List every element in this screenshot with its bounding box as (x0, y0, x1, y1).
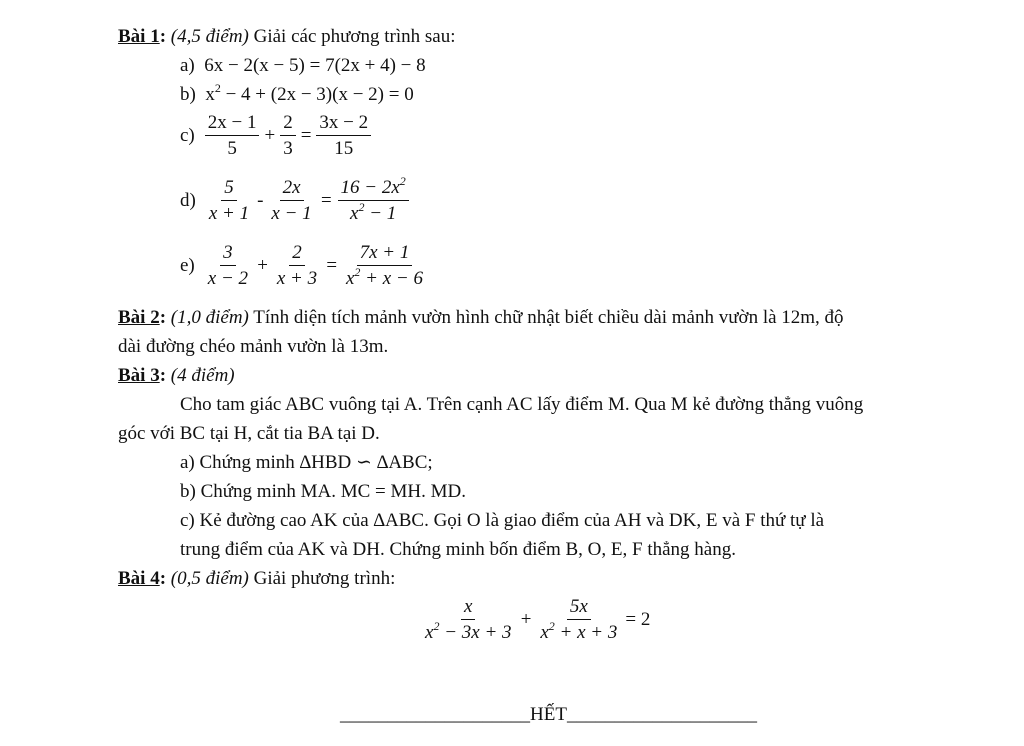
operator: + (519, 609, 533, 630)
operator: = (319, 190, 333, 211)
bai3-line2: góc với BC tại H, cắt tia BA tại D. (118, 423, 380, 444)
denominator (422, 620, 515, 642)
bai1-instruction: Giải các phương trình sau: (253, 26, 456, 47)
operator: + (256, 255, 269, 276)
bai4-equation (420, 597, 653, 642)
numerator: 3x − 2 (316, 113, 371, 136)
denominator: x − 2 (207, 268, 249, 289)
denominator: x + 1 (208, 203, 250, 224)
fraction (338, 174, 409, 224)
denominator: x − 1 (271, 203, 312, 224)
bai1-item-e (180, 243, 428, 288)
numerator: 5 (221, 178, 237, 201)
denominator-rest: + x + 3 (554, 622, 618, 643)
bai2-title: Bài 2 (118, 307, 160, 328)
fraction (274, 243, 320, 288)
denominator: x + 3 (276, 268, 318, 289)
numerator: 2x − 1 (205, 113, 260, 136)
footer-end-marker (340, 705, 757, 724)
fraction (422, 597, 515, 642)
operator: = (325, 255, 338, 276)
bai1-item-b (180, 81, 414, 105)
denominator-base: x (540, 622, 549, 643)
denominator-exponent: 2 (433, 619, 440, 633)
bai1-item-c (180, 113, 373, 158)
bai3-item-c-line2: trung điểm của AK và DH. Chứng minh bốn điểm B, O, E, F thẳng hàng. (180, 539, 736, 560)
bai1-colon: : (159, 26, 167, 47)
bai2-colon: : (159, 307, 167, 328)
bai3-item-c-line1: c) Kẻ đường cao AK của ∆ABC. Gọi O là giao điểm của AH và DK, E và F thứ tự là (180, 510, 825, 531)
equation-text: 6x − 2(x − 5) = 7(2x + 4) − 8 (204, 55, 426, 76)
bai3-line1: Cho tam giác ABC vuông tại A. Trên cạnh AC lấy điểm M. Qua M kẻ đường thẳng vuông (180, 394, 864, 415)
denominator-exponent: 2 (548, 619, 555, 633)
equation-base: x (205, 84, 215, 105)
fraction (537, 597, 620, 642)
bai2-line1 (118, 308, 844, 327)
fraction (205, 113, 260, 158)
operator: + (264, 125, 276, 146)
denominator-base: x (350, 203, 359, 224)
item-label: c) (180, 125, 195, 146)
bai3-points: (4 điểm) (170, 365, 235, 386)
bai4-instruction: Giải phương trình: (253, 568, 396, 589)
bai2-points: (1,0 điểm) (170, 307, 249, 328)
numerator: 2 (289, 243, 305, 266)
bai1-item-a (180, 56, 426, 75)
fraction (343, 243, 426, 288)
fraction (206, 178, 252, 223)
bai4-colon: : (159, 568, 167, 589)
bai3-colon: : (159, 365, 167, 386)
fraction (268, 178, 314, 223)
denominator-exponent: 2 (354, 265, 361, 279)
item-label: d) (180, 190, 196, 211)
numerator: x (461, 597, 475, 620)
denominator (343, 266, 426, 288)
denominator: 3 (283, 138, 293, 159)
denominator-rest: − 1 (364, 203, 397, 224)
item-label: e) (180, 255, 195, 276)
bai4-heading (118, 569, 395, 588)
fraction (280, 113, 296, 158)
bai1-title: Bài 1 (118, 26, 160, 47)
footer-left-rule: ____________________ (340, 704, 530, 725)
equation-exponent: 2 (214, 81, 221, 95)
denominator-exponent: 2 (358, 200, 365, 214)
item-label: a) (180, 55, 195, 76)
numerator: 7x + 1 (357, 243, 413, 266)
bai3-title: Bài 3 (118, 365, 160, 386)
fraction (316, 113, 371, 158)
numerator-base: 16 − 2x (340, 177, 400, 198)
denominator-base: x (425, 622, 434, 643)
numerator: 3 (220, 243, 236, 266)
numerator-exponent: 2 (399, 174, 406, 188)
bai1-heading (118, 27, 455, 46)
bai3-item-a: a) Chứng minh ∆HBD ∽ ∆ABC; (180, 452, 433, 473)
fraction (205, 243, 251, 288)
bai3-item-b: b) Chứng minh MA. MC = MH. MD. (180, 481, 466, 502)
denominator-rest: − 3x + 3 (439, 622, 512, 643)
numerator: 2 (280, 113, 296, 136)
item-label: b) (180, 84, 196, 105)
denominator (347, 201, 399, 223)
bai2-text-line1: Tính diện tích mảnh vườn hình chữ nhật biết chiều dài mảnh vườn là 12m, độ (253, 307, 844, 328)
bai4-points: (0,5 điểm) (170, 568, 249, 589)
bai1-points: (4,5 điểm) (170, 26, 249, 47)
footer-text: HẾT (530, 704, 567, 725)
footer-right-rule: ____________________ (566, 704, 757, 725)
denominator: 5 (227, 138, 237, 159)
bai4-title: Bài 4 (118, 568, 160, 589)
denominator-rest: + x − 6 (360, 268, 423, 289)
operator: = (300, 125, 312, 146)
bai2-line2: dài đường chéo mảnh vườn là 13m. (118, 336, 389, 357)
denominator-base: x (345, 268, 355, 289)
numerator: 5x (567, 597, 591, 620)
operator: - (257, 190, 264, 211)
numerator: 2x (280, 178, 304, 201)
equation-rest: − 4 + (2x − 3)(x − 2) = 0 (220, 84, 414, 105)
denominator (537, 620, 620, 642)
bai3-heading (118, 366, 235, 385)
numerator (338, 174, 409, 201)
bai1-item-d (180, 174, 411, 224)
operator: = 2 (625, 609, 651, 630)
denominator: 15 (334, 138, 354, 159)
